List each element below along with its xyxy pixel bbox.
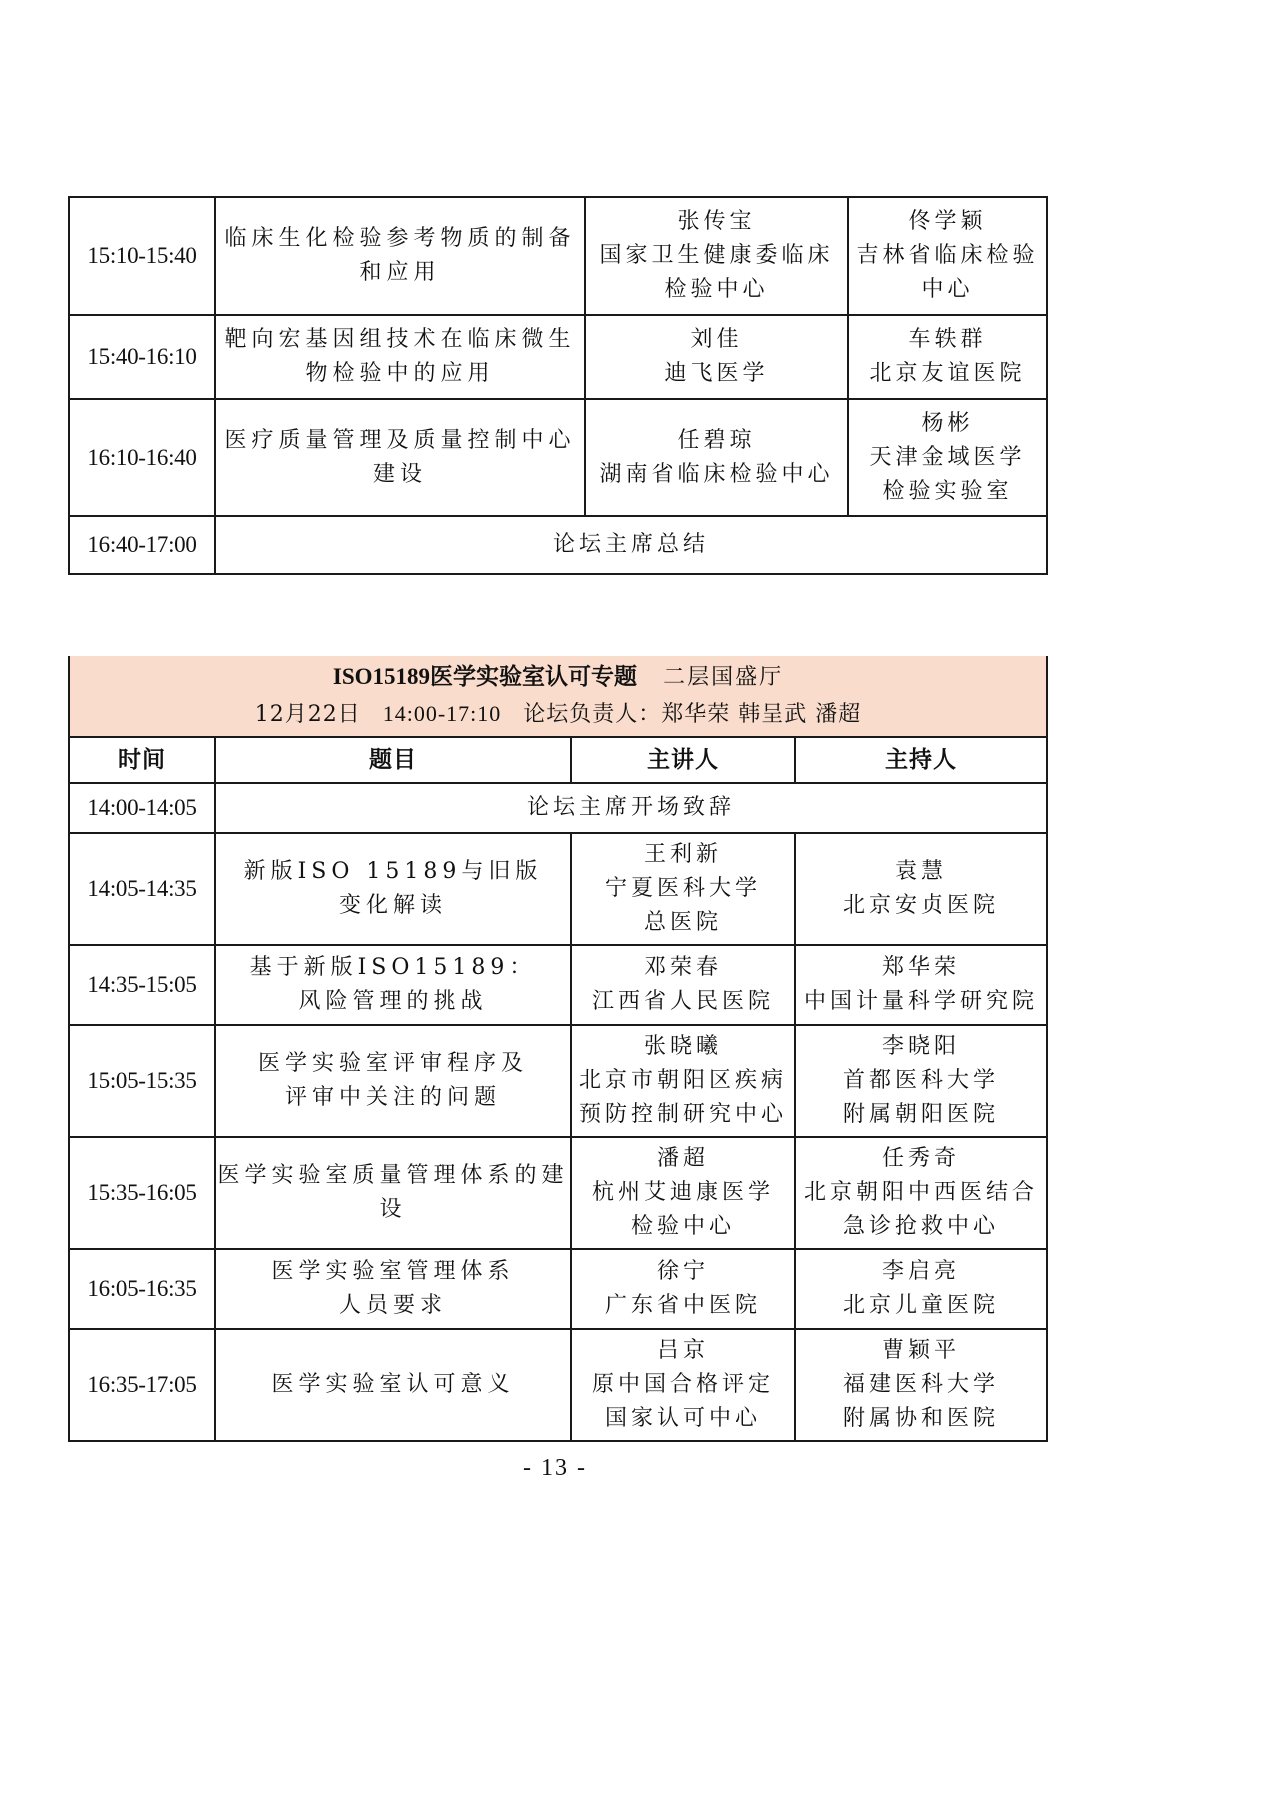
cell-line: 风险管理的挑战 (298, 989, 488, 1014)
schedule-table-1 (68, 196, 1048, 575)
cell-line: 总医院 (643, 910, 722, 935)
cell-line: 医学实验室管理体系 (271, 1259, 515, 1284)
cell-line: 首都医科大学 (842, 1068, 999, 1093)
host-cell (848, 399, 1047, 516)
section-time: 14:00-17:10 (382, 701, 502, 726)
cell-line: 刘佳 (690, 327, 743, 352)
time-cell: 15:40-16:10 (69, 315, 215, 399)
span-text-cell (215, 783, 1047, 833)
speaker-cell (571, 945, 795, 1025)
cell-line: 中心 (921, 277, 974, 302)
header-time: 时间 (69, 737, 215, 783)
cell-line: 临床生化检验参考物质的制备 (224, 226, 576, 251)
schedule-row (69, 1137, 1047, 1249)
cell-line: 国家认可中心 (604, 1406, 761, 1431)
cell-line: 中国计量科学研究院 (803, 989, 1038, 1014)
host-cell (795, 1329, 1047, 1441)
section-venue: 二层国盛厅 (663, 665, 784, 690)
header-topic: 题目 (215, 737, 571, 783)
cell-line: 和应用 (359, 260, 441, 285)
host-cell (795, 1137, 1047, 1249)
cell-line: 任秀奇 (881, 1146, 960, 1171)
cell-line: 建设 (372, 461, 427, 487)
speaker-cell (571, 1137, 795, 1249)
cell-line: 迪飞医学 (664, 361, 769, 386)
time-cell: 16:35-17:05 (69, 1329, 215, 1441)
cell-line: 北京安贞医院 (842, 893, 999, 918)
cell-line: 潘超 (656, 1146, 709, 1171)
cell-line: 人员要求 (338, 1293, 447, 1318)
cell-line: 吕京 (656, 1338, 709, 1363)
topic-cell (215, 833, 571, 945)
cell-line: 北京朝阳中西医结合 (803, 1180, 1038, 1205)
cell-line: 附属朝阳医院 (842, 1102, 999, 1127)
topic-cell (215, 197, 585, 315)
time-cell: 15:05-15:35 (69, 1025, 215, 1137)
host-cell (848, 315, 1047, 399)
cell-line: 李启亮 (881, 1259, 960, 1284)
schedule-row (69, 1025, 1047, 1137)
cell-line: 邓荣春 (643, 955, 722, 980)
cell-line: 医学实验室质量管理体系的建 (217, 1163, 569, 1188)
cell-line: 张传宝 (677, 209, 756, 234)
header-speaker: 主讲人 (571, 737, 795, 783)
cell-line: 湖南省临床检验中心 (599, 461, 834, 487)
cell-line: 袁慧 (894, 859, 947, 884)
section-date: 12月22日 (254, 702, 361, 727)
host-cell (795, 1025, 1047, 1137)
cell-line: 医学实验室认可意义 (271, 1372, 515, 1397)
time-cell: 14:00-14:05 (69, 783, 215, 833)
cell-line: 原中国合格评定 (591, 1372, 774, 1397)
cell-line: 广东省中医院 (604, 1293, 761, 1318)
cell-line: 北京市朝阳区疾病 (578, 1068, 787, 1093)
schedule-row (69, 1329, 1047, 1441)
cell-line: 论坛主席开场致辞 (526, 795, 735, 820)
time-cell: 16:40-17:00 (69, 516, 215, 574)
cell-line: 吉林省临床检验 (856, 243, 1039, 268)
schedule-table-2 (68, 656, 1048, 1442)
speaker-cell (585, 197, 848, 315)
schedule-row (69, 1249, 1047, 1329)
schedule-row (69, 197, 1047, 315)
cell-line: 杨彬 (921, 410, 974, 436)
cell-line: 基于新版ISO15189： (249, 955, 537, 980)
cell-line: 福建医科大学 (842, 1372, 999, 1397)
time-cell: 15:10-15:40 (69, 197, 215, 315)
cell-line: 北京友谊医院 (869, 361, 1026, 386)
cell-line: 急诊抢救中心 (842, 1214, 999, 1239)
section-info-line (70, 696, 1046, 733)
host-cell (795, 945, 1047, 1025)
cell-line: 张晓曦 (643, 1034, 722, 1059)
topic-cell (215, 1329, 571, 1441)
section-header (69, 656, 1047, 737)
topic-cell (215, 1137, 571, 1249)
cell-line: 杭州艾迪康医学 (591, 1180, 774, 1205)
cell-line: 江西省人民医院 (591, 989, 774, 1014)
speaker-cell (571, 1025, 795, 1137)
topic-cell (215, 1025, 571, 1137)
cell-line: 徐宁 (656, 1259, 709, 1284)
time-cell: 14:05-14:35 (69, 833, 215, 945)
cell-line: 佟学颖 (908, 209, 987, 234)
host-cell (795, 833, 1047, 945)
cell-line: 论坛主席总结 (552, 532, 709, 557)
section-leads: 论坛负责人：郑华荣 韩呈武 潘超 (523, 702, 862, 727)
cell-line: 天津金域医学 (869, 444, 1026, 470)
cell-line: 医学实验室评审程序及 (257, 1051, 528, 1076)
cell-line: 北京儿童医院 (842, 1293, 999, 1318)
topic-cell (215, 399, 585, 516)
speaker-cell (571, 833, 795, 945)
cell-line: 李晓阳 (881, 1034, 960, 1059)
section-title-line (70, 659, 1046, 696)
schedule-row (69, 945, 1047, 1025)
time-cell: 15:35-16:05 (69, 1137, 215, 1249)
host-cell (848, 197, 1047, 315)
speaker-cell (571, 1249, 795, 1329)
topic-cell (215, 1249, 571, 1329)
host-cell (795, 1249, 1047, 1329)
speaker-cell (585, 399, 848, 516)
schedule-row (69, 833, 1047, 945)
topic-cell (215, 945, 571, 1025)
cell-line: 附属协和医院 (842, 1406, 999, 1431)
cell-line: 靶向宏基因组技术在临床微生 (224, 327, 576, 352)
cell-line: 变化解读 (338, 893, 447, 918)
page-number: - 13 - (523, 1455, 587, 1481)
cell-line: 评审中关注的问题 (284, 1085, 501, 1110)
opening-row (69, 783, 1047, 833)
section-title: ISO15189医学实验室认可专题 (332, 664, 638, 689)
cell-line: 检验中心 (664, 277, 769, 302)
schedule-row (69, 315, 1047, 399)
time-cell: 16:10-16:40 (69, 399, 215, 516)
cell-line: 物检验中的应用 (305, 361, 495, 386)
span-text-cell (215, 516, 1047, 574)
cell-line: 检验实验室 (882, 478, 1013, 504)
speaker-cell (585, 315, 848, 399)
cell-line: 设 (379, 1197, 407, 1222)
cell-line: 医疗质量管理及质量控制中心 (224, 427, 576, 453)
cell-line: 新版ISO 15189与旧版 (243, 859, 543, 884)
cell-line: 王利新 (643, 842, 722, 867)
speaker-cell (571, 1329, 795, 1441)
topic-cell (215, 315, 585, 399)
cell-line: 车轶群 (908, 327, 987, 352)
cell-line: 国家卫生健康委临床 (599, 243, 834, 268)
cell-line: 宁夏医科大学 (604, 876, 761, 901)
cell-line: 曹颖平 (881, 1338, 960, 1363)
time-cell: 14:35-15:05 (69, 945, 215, 1025)
cell-line: 预防控制研究中心 (578, 1102, 787, 1127)
cell-line: 检验中心 (630, 1214, 735, 1239)
cell-line: 任碧琼 (677, 427, 756, 453)
header-host: 主持人 (795, 737, 1047, 783)
closing-row (69, 516, 1047, 574)
schedule-row (69, 399, 1047, 516)
header-row (69, 737, 1047, 783)
time-cell: 16:05-16:35 (69, 1249, 215, 1329)
cell-line: 郑华荣 (881, 955, 960, 980)
